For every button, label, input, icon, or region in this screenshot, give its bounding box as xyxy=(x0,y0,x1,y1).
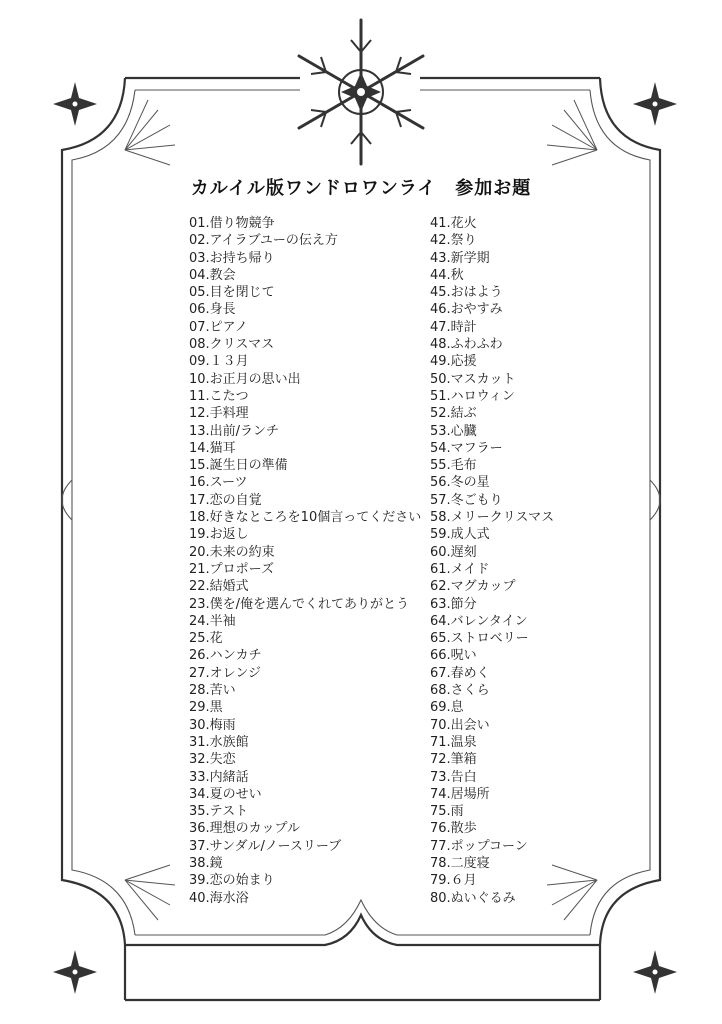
list-item: 70.出会い xyxy=(430,717,490,733)
list-item: 61.メイド xyxy=(430,561,490,577)
list-item: 78.二度寝 xyxy=(430,855,490,871)
list-item: 74.居場所 xyxy=(430,786,490,802)
list-item: 49.応援 xyxy=(430,354,477,370)
topic-list-right xyxy=(430,215,554,907)
list-item: 11.こたつ xyxy=(189,388,249,404)
list-item: 65.ストロベリー xyxy=(430,631,529,647)
list-item: 20.未来の約束 xyxy=(189,544,275,560)
list-item: 17.恋の自覚 xyxy=(189,492,262,508)
list-item: 37.サンダル/ノースリーブ xyxy=(189,838,342,854)
list-item: 47.時計 xyxy=(430,319,477,335)
list-item: 51.ハロウィン xyxy=(430,388,515,404)
list-item: 26.ハンカチ xyxy=(189,648,262,664)
list-item: 34.夏のせい xyxy=(189,786,262,802)
list-item: 36.理想のカップル xyxy=(189,821,301,837)
list-item: 53.心臓 xyxy=(430,423,477,439)
list-item: 67.春めく xyxy=(430,665,490,681)
list-item: 33.内緒話 xyxy=(189,769,249,785)
list-item: 42.祭り xyxy=(430,233,477,249)
list-item: 73.告白 xyxy=(430,769,477,785)
list-item: 39.恋の始まり xyxy=(189,873,275,889)
list-item: 29.黒 xyxy=(189,700,223,716)
list-item: 18.好きなところを10個言ってください xyxy=(189,510,422,526)
list-item: 07.ピアノ xyxy=(189,319,248,335)
list-item: 40.海水浴 xyxy=(189,890,249,906)
list-item: 14.猫耳 xyxy=(189,440,236,456)
list-item: 01.借り物競争 xyxy=(189,216,275,231)
list-item: 64.バレンタイン xyxy=(430,613,528,629)
list-item: 28.苦い xyxy=(189,683,236,699)
list-item: 06.身長 xyxy=(189,302,236,318)
list-item: 16.スーツ xyxy=(189,475,248,491)
page-title: カルイル版ワンドロワンライ 参加お題 xyxy=(190,178,532,199)
list-item: 23.僕を/俺を選んでくれてありがとう xyxy=(189,596,410,612)
list-item: 12.手料理 xyxy=(189,406,249,422)
list-item: 04.教会 xyxy=(189,267,236,283)
list-item: 35.テスト xyxy=(189,804,249,820)
list-item: 66.呪い xyxy=(430,648,477,664)
list-item: 13.出前/ランチ xyxy=(189,423,280,439)
list-item: 55.毛布 xyxy=(430,458,477,474)
list-item: 79.６月 xyxy=(430,873,477,889)
list-item: 09.１３月 xyxy=(189,354,249,370)
list-item: 75.雨 xyxy=(430,804,464,820)
list-item: 54.マフラー xyxy=(430,440,503,456)
list-item: 56.冬の星 xyxy=(430,475,490,491)
list-item: 68.さくら xyxy=(430,683,490,699)
list-item: 31.水族館 xyxy=(189,734,249,750)
list-item: 76.散歩 xyxy=(430,821,477,837)
list-item: 46.おやすみ xyxy=(430,302,503,318)
list-item: 19.お返し xyxy=(189,527,249,543)
list-item: 50.マスカット xyxy=(430,371,516,387)
list-item: 43.新学期 xyxy=(430,250,490,266)
list-item: 30.梅雨 xyxy=(189,717,236,733)
list-item: 59.成人式 xyxy=(430,527,490,543)
list-item: 05.目を閉じて xyxy=(189,285,275,301)
list-item: 62.マグカップ xyxy=(430,579,516,595)
list-item: 10.お正月の思い出 xyxy=(189,371,301,387)
list-item: 58.メリークリスマス xyxy=(430,510,555,526)
list-item: 24.半袖 xyxy=(189,613,236,629)
list-item: 71.温泉 xyxy=(430,734,477,750)
list-item: 08.クリスマス xyxy=(189,337,275,353)
topic-list-left xyxy=(189,215,421,907)
list-item: 15.誕生日の準備 xyxy=(189,458,288,474)
list-item: 77.ポップコーン xyxy=(430,838,528,854)
list-item: 41.花火 xyxy=(430,216,477,231)
list-item: 52.結ぶ xyxy=(430,406,477,422)
list-item: 03.お持ち帰り xyxy=(189,250,275,266)
list-item: 48.ふわふわ xyxy=(430,337,503,353)
list-item: 27.オレンジ xyxy=(189,665,262,681)
list-item: 38.鏡 xyxy=(189,855,223,871)
list-item: 60.遅刻 xyxy=(430,544,477,560)
list-item: 21.プロポーズ xyxy=(189,561,275,577)
list-item: 22.結婚式 xyxy=(189,579,249,595)
list-item: 63.節分 xyxy=(430,596,477,612)
list-item: 72.筆箱 xyxy=(430,752,477,768)
list-item: 44.秋 xyxy=(430,267,464,283)
list-item: 02.アイラブユーの伝え方 xyxy=(189,233,338,249)
snowflake-icon xyxy=(299,20,423,164)
list-item: 57.冬ごもり xyxy=(430,492,503,508)
list-item: 25.花 xyxy=(189,631,223,647)
list-item: 69.息 xyxy=(430,700,464,716)
list-item: 45.おはよう xyxy=(430,285,503,301)
list-item: 32.失恋 xyxy=(189,752,236,768)
list-item: 80.ぬいぐるみ xyxy=(430,890,516,906)
